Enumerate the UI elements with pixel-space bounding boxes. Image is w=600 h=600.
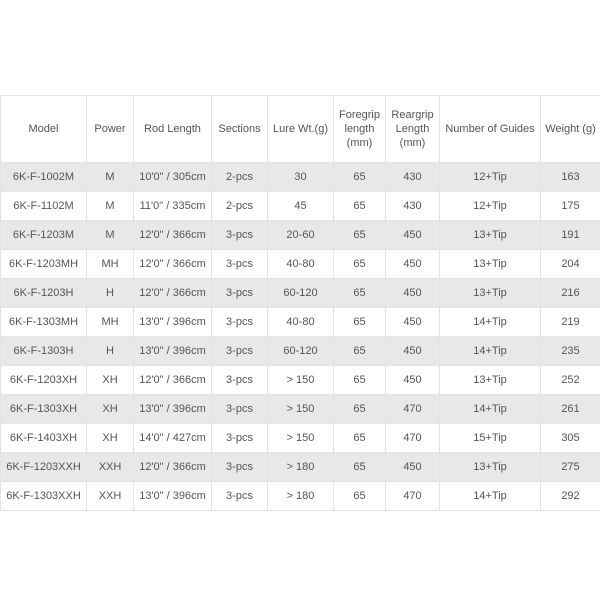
cell-rod-length: 10'0" / 305cm [134, 163, 212, 192]
table-row [1, 221, 600, 250]
cell-number-of-guides: 13+Tip [440, 250, 541, 279]
cell-rod-length: 12'0" / 366cm [134, 250, 212, 279]
table-header [1, 96, 600, 163]
cell-number-of-guides: 12+Tip [440, 163, 541, 192]
cell-power: MH [87, 250, 134, 279]
cell-sections: 3-pcs [212, 221, 268, 250]
cell-number-of-guides: 13+Tip [440, 279, 541, 308]
cell-lure-weight: > 150 [268, 366, 334, 395]
cell-sections: 3-pcs [212, 250, 268, 279]
cell-weight: 216 [541, 279, 600, 308]
cell-sections: 2-pcs [212, 163, 268, 192]
table-row [1, 163, 600, 192]
cell-lure-weight: 60-120 [268, 279, 334, 308]
cell-foregrip-length: 65 [334, 192, 386, 221]
cell-number-of-guides: 14+Tip [440, 395, 541, 424]
cell-lure-weight: > 150 [268, 395, 334, 424]
cell-power: XH [87, 424, 134, 453]
cell-weight: 191 [541, 221, 600, 250]
cell-lure-weight: 40-80 [268, 308, 334, 337]
cell-reargrip-length: 450 [386, 453, 440, 482]
cell-rod-length: 13'0" / 396cm [134, 337, 212, 366]
cell-weight: 204 [541, 250, 600, 279]
cell-sections: 3-pcs [212, 308, 268, 337]
cell-model: 6K-F-1303H [1, 337, 87, 366]
cell-model: 6K-F-1303XXH [1, 482, 87, 511]
cell-reargrip-length: 430 [386, 163, 440, 192]
cell-foregrip-length: 65 [334, 424, 386, 453]
table-row [1, 250, 600, 279]
table-row [1, 337, 600, 366]
table-row [1, 424, 600, 453]
cell-sections: 3-pcs [212, 424, 268, 453]
cell-rod-length: 12'0" / 366cm [134, 221, 212, 250]
cell-foregrip-length: 65 [334, 279, 386, 308]
cell-rod-length: 11'0" / 335cm [134, 192, 212, 221]
cell-lure-weight: > 150 [268, 424, 334, 453]
cell-power: M [87, 221, 134, 250]
cell-reargrip-length: 450 [386, 279, 440, 308]
cell-model: 6K-F-1203MH [1, 250, 87, 279]
cell-reargrip-length: 430 [386, 192, 440, 221]
cell-lure-weight: 20-60 [268, 221, 334, 250]
cell-foregrip-length: 65 [334, 453, 386, 482]
header-power: Power [87, 96, 134, 163]
cell-power: XXH [87, 482, 134, 511]
cell-sections: 3-pcs [212, 482, 268, 511]
header-foregrip-length: Foregrip length (mm) [334, 96, 386, 163]
cell-sections: 3-pcs [212, 337, 268, 366]
header-rod-length: Rod Length [134, 96, 212, 163]
cell-weight: 275 [541, 453, 600, 482]
cell-number-of-guides: 14+Tip [440, 482, 541, 511]
cell-model: 6K-F-1203H [1, 279, 87, 308]
header-model: Model [1, 96, 87, 163]
cell-rod-length: 13'0" / 396cm [134, 395, 212, 424]
cell-foregrip-length: 65 [334, 308, 386, 337]
cell-model: 6K-F-1002M [1, 163, 87, 192]
cell-lure-weight: 45 [268, 192, 334, 221]
cell-foregrip-length: 65 [334, 395, 386, 424]
cell-sections: 3-pcs [212, 395, 268, 424]
cell-number-of-guides: 13+Tip [440, 221, 541, 250]
table-row [1, 482, 600, 511]
cell-rod-length: 13'0" / 396cm [134, 482, 212, 511]
cell-lure-weight: > 180 [268, 453, 334, 482]
cell-reargrip-length: 450 [386, 308, 440, 337]
cell-lure-weight: 40-80 [268, 250, 334, 279]
cell-weight: 252 [541, 366, 600, 395]
cell-foregrip-length: 65 [334, 366, 386, 395]
cell-model: 6K-F-1102M [1, 192, 87, 221]
cell-weight: 305 [541, 424, 600, 453]
cell-rod-length: 12'0" / 366cm [134, 366, 212, 395]
cell-power: XH [87, 366, 134, 395]
cell-power: M [87, 163, 134, 192]
cell-number-of-guides: 15+Tip [440, 424, 541, 453]
cell-foregrip-length: 65 [334, 250, 386, 279]
table-body [1, 163, 600, 511]
header-sections: Sections [212, 96, 268, 163]
cell-foregrip-length: 65 [334, 337, 386, 366]
cell-model: 6K-F-1203M [1, 221, 87, 250]
cell-weight: 235 [541, 337, 600, 366]
cell-sections: 2-pcs [212, 192, 268, 221]
cell-number-of-guides: 13+Tip [440, 453, 541, 482]
cell-foregrip-length: 65 [334, 163, 386, 192]
cell-weight: 163 [541, 163, 600, 192]
table-row [1, 192, 600, 221]
cell-weight: 219 [541, 308, 600, 337]
cell-power: MH [87, 308, 134, 337]
cell-model: 6K-F-1403XH [1, 424, 87, 453]
cell-rod-length: 14'0" / 427cm [134, 424, 212, 453]
cell-rod-length: 12'0" / 366cm [134, 279, 212, 308]
cell-number-of-guides: 13+Tip [440, 366, 541, 395]
cell-weight: 292 [541, 482, 600, 511]
cell-reargrip-length: 470 [386, 424, 440, 453]
cell-reargrip-length: 450 [386, 221, 440, 250]
cell-reargrip-length: 450 [386, 250, 440, 279]
table-row [1, 366, 600, 395]
cell-number-of-guides: 12+Tip [440, 192, 541, 221]
cell-lure-weight: 30 [268, 163, 334, 192]
header-reargrip-length: Reargrip Length (mm) [386, 96, 440, 163]
table-row [1, 279, 600, 308]
table-row [1, 308, 600, 337]
cell-rod-length: 13'0" / 396cm [134, 308, 212, 337]
cell-power: H [87, 337, 134, 366]
cell-power: M [87, 192, 134, 221]
cell-weight: 175 [541, 192, 600, 221]
cell-sections: 3-pcs [212, 279, 268, 308]
header-lure-weight: Lure Wt.(g) [268, 96, 334, 163]
cell-number-of-guides: 14+Tip [440, 337, 541, 366]
cell-reargrip-length: 450 [386, 366, 440, 395]
cell-number-of-guides: 14+Tip [440, 308, 541, 337]
cell-reargrip-length: 450 [386, 337, 440, 366]
header-weight: Weight (g) [541, 96, 600, 163]
rod-spec-table [0, 95, 600, 511]
cell-lure-weight: 60-120 [268, 337, 334, 366]
cell-sections: 3-pcs [212, 453, 268, 482]
cell-foregrip-length: 65 [334, 482, 386, 511]
cell-reargrip-length: 470 [386, 482, 440, 511]
cell-weight: 261 [541, 395, 600, 424]
cell-sections: 3-pcs [212, 366, 268, 395]
header-number-of-guides: Number of Guides [440, 96, 541, 163]
table-row [1, 395, 600, 424]
cell-foregrip-length: 65 [334, 221, 386, 250]
cell-model: 6K-F-1303MH [1, 308, 87, 337]
cell-rod-length: 12'0" / 366cm [134, 453, 212, 482]
spec-table-container [0, 95, 600, 511]
header-row [1, 96, 600, 163]
cell-model: 6K-F-1203XXH [1, 453, 87, 482]
cell-power: H [87, 279, 134, 308]
cell-model: 6K-F-1203XH [1, 366, 87, 395]
cell-model: 6K-F-1303XH [1, 395, 87, 424]
cell-power: XH [87, 395, 134, 424]
cell-lure-weight: > 180 [268, 482, 334, 511]
cell-reargrip-length: 470 [386, 395, 440, 424]
cell-power: XXH [87, 453, 134, 482]
table-row [1, 453, 600, 482]
